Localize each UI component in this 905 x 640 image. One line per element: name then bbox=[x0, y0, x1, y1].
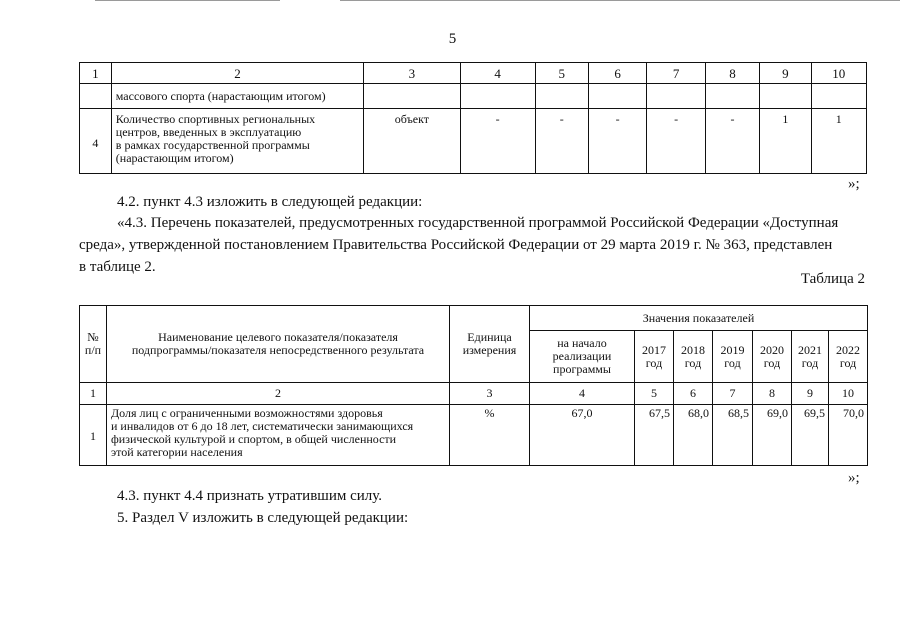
table-row bbox=[80, 109, 867, 174]
indicator-name-line: физической культурой и спортом, в общей численности bbox=[111, 432, 397, 446]
value-cell: 68,5 bbox=[713, 405, 753, 466]
indicator-name-line: (нарастающим итогом) bbox=[115, 151, 234, 165]
column-number: 4 bbox=[530, 383, 635, 405]
scan-edge-right bbox=[340, 0, 900, 1]
column-number: 9 bbox=[792, 383, 829, 405]
unit-cell: % bbox=[450, 405, 530, 466]
table-1-header-cell: 9 bbox=[760, 63, 811, 84]
value-cell: 67,5 bbox=[635, 405, 674, 466]
table-1-header-cell: 10 bbox=[811, 63, 866, 84]
table-1-header-cell: 3 bbox=[364, 63, 460, 84]
table-1-header-cell: 7 bbox=[647, 63, 705, 84]
header-unit: Единица измерения bbox=[450, 306, 530, 383]
table-1-header-cell: 8 bbox=[705, 63, 759, 84]
column-number: 10 bbox=[829, 383, 868, 405]
indicator-name-line: в рамках государственной программы bbox=[115, 138, 310, 152]
table-1-header-cell: 2 bbox=[111, 63, 363, 84]
header-year: 2018 год bbox=[674, 331, 713, 383]
value-cell: - bbox=[705, 109, 759, 174]
value-cell: 70,0 bbox=[829, 405, 868, 466]
unit-cell: объект bbox=[364, 109, 460, 174]
value-cell: - bbox=[647, 109, 705, 174]
indicator-name-line: Доля лиц с ограниченными возможностями здоровья bbox=[111, 406, 383, 420]
value-cell: - bbox=[588, 109, 646, 174]
paragraph-line: «4.3. Перечень показателей, предусмотренных государственной программой Российской Федерации «Доступная bbox=[117, 215, 839, 231]
header-start-value: на начало реализации программы bbox=[530, 331, 635, 383]
value-cell: - bbox=[535, 109, 588, 174]
table-2 bbox=[79, 305, 868, 466]
column-number: 6 bbox=[674, 383, 713, 405]
row-number: 4 bbox=[80, 109, 112, 174]
header-year: 2019 год bbox=[713, 331, 753, 383]
header-values: Значения показателей bbox=[530, 306, 868, 331]
table-1-header-row bbox=[80, 63, 867, 84]
paragraph-line: в таблице 2. bbox=[79, 259, 156, 275]
column-number: 1 bbox=[80, 383, 107, 405]
indicator-name bbox=[111, 109, 363, 174]
header-indicator-name: Наименование целевого показателя/показателя подпрограммы/показателя непосредственного результата bbox=[107, 306, 450, 383]
header-year: 2017 год bbox=[635, 331, 674, 383]
paragraph-4-3: 4.3. пункт 4.4 признать утратившим силу. bbox=[117, 488, 383, 504]
table-2-header-row bbox=[80, 306, 868, 331]
indicator-name-line: и инвалидов от 6 до 18 лет, систематически занимающихся bbox=[111, 419, 414, 433]
table-2-column-numbers bbox=[80, 383, 868, 405]
header-year: 2022 год bbox=[829, 331, 868, 383]
value-cell: 69,0 bbox=[753, 405, 792, 466]
start-value-cell: 67,0 bbox=[530, 405, 635, 466]
header-year: 2021 год bbox=[792, 331, 829, 383]
row-number: 1 bbox=[80, 405, 107, 466]
column-number: 7 bbox=[713, 383, 753, 405]
paragraph-4-2: 4.2. пункт 4.3 изложить в следующей редакции: bbox=[117, 194, 423, 210]
header-num: № п/п bbox=[80, 306, 107, 383]
table-row bbox=[80, 405, 868, 466]
indicator-name bbox=[107, 405, 450, 466]
indicator-name-line: этой категории населения bbox=[111, 445, 243, 459]
paragraph-5: 5. Раздел V изложить в следующей редакции: bbox=[117, 510, 409, 526]
table-1-header-cell: 6 bbox=[588, 63, 646, 84]
paragraph-4-3-quote bbox=[79, 212, 867, 278]
column-number: 2 bbox=[107, 383, 450, 405]
value-cell: 1 bbox=[811, 109, 866, 174]
scan-edge-left bbox=[95, 0, 280, 1]
column-number: 3 bbox=[450, 383, 530, 405]
value-cell: 68,0 bbox=[674, 405, 713, 466]
closing-quote: »; bbox=[848, 176, 860, 192]
value-cell: - bbox=[460, 109, 535, 174]
paragraph-line: среда», утвержденной постановлением Правительства Российской Федерации от 29 марта 2019 г. № 363, представлен bbox=[79, 237, 833, 253]
closing-quote: »; bbox=[848, 470, 860, 486]
value-cell: 1 bbox=[760, 109, 811, 174]
indicator-name-line: центров, введенных в эксплуатацию bbox=[115, 125, 302, 139]
table-1-continued-row bbox=[80, 84, 867, 109]
column-number: 5 bbox=[635, 383, 674, 405]
table-caption: Таблица 2 bbox=[800, 271, 865, 287]
table-1-continuation bbox=[79, 62, 867, 174]
indicator-name-line: Количество спортивных региональных bbox=[115, 112, 316, 126]
table-1-header-cell: 4 bbox=[460, 63, 535, 84]
table-1-header-cell: 5 bbox=[535, 63, 588, 84]
page-number: 5 bbox=[448, 31, 457, 47]
table-1-header-cell: 1 bbox=[80, 63, 112, 84]
indicator-name: массового спорта (нарастающим итогом) bbox=[111, 84, 363, 109]
value-cell: 69,5 bbox=[792, 405, 829, 466]
header-year: 2020 год bbox=[753, 331, 792, 383]
column-number: 8 bbox=[753, 383, 792, 405]
